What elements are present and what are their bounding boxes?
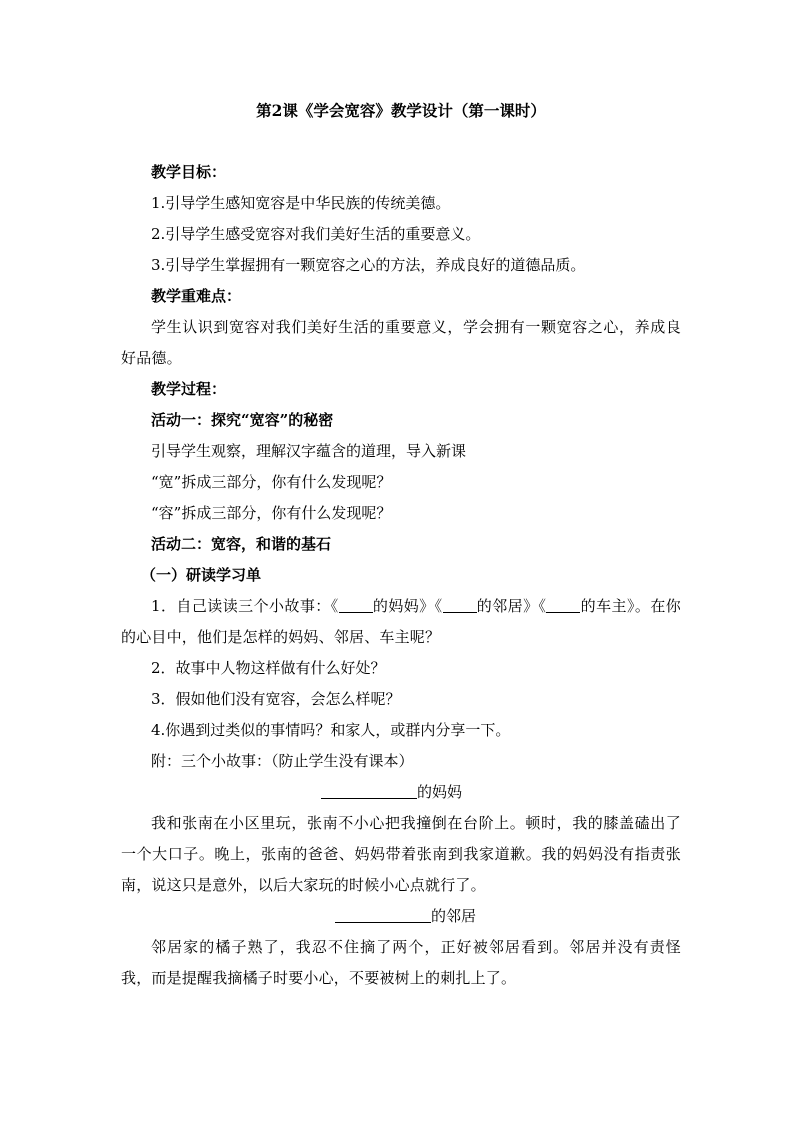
- question-1-prefix: 1．自己读读三个小故事：《: [151, 597, 339, 615]
- story-2-title: [121, 901, 681, 932]
- story-1-title-blank[interactable]: [321, 780, 417, 799]
- activity1-line-1: 引导学生观察，理解汉字蕴含的道理，导入新课: [151, 442, 467, 460]
- objectives-heading: 教学目标：: [151, 163, 227, 181]
- objective-item-2: 2.引导学生感受宽容对我们美好生活的重要意义。: [151, 225, 481, 243]
- appendix-line: 附：三个小故事：（防止学生没有课本）: [151, 752, 414, 770]
- question-3: 3．假如他们没有宽容，会怎么样呢？: [151, 690, 401, 708]
- process-heading: 教学过程：: [151, 380, 227, 398]
- story-2-title-suffix: 的邻居: [431, 907, 477, 925]
- objective-item-1: 1.引导学生感知宽容是中华民族的传统美德。: [151, 194, 451, 212]
- activity1-line-2: “宽”拆成三部分，你有什么发现呢？: [151, 473, 392, 491]
- story-2-text: 邻居家的橘子熟了，我忍不住摘了两个，正好被邻居看到。邻居并没有责怪我，而是提醒我摘橘子时要小心，不要被树上的刺扎上了。: [121, 938, 681, 987]
- question-1-part2: 的邻居》《: [476, 597, 547, 615]
- answer-blank-2[interactable]: [443, 594, 477, 613]
- story-1-title: [121, 777, 681, 808]
- objective-item-3: 3.引导学生掌握拥有一颗宽容之心的方法，养成良好的道德品质。: [151, 256, 586, 274]
- key-points-heading: 教学重难点：: [151, 287, 242, 305]
- activity2-heading: 活动二：宽容，和谐的基石: [151, 535, 332, 553]
- activity1-heading: 活动一：探究“宽容”的秘密: [151, 411, 334, 429]
- question-1: [121, 591, 681, 653]
- story-1-text: 我和张南在小区里玩，张南不小心把我撞倒在台阶上。顿时，我的膝盖磕出了一个大口子。晚上，张南的爸爸、妈妈带着张南到我家道歉。我的妈妈没有指责张南，说这只是意外，以后大家玩的时候小心点就行了。: [121, 814, 681, 894]
- activity1-line-3: “容”拆成三部分，你有什么发现呢？: [151, 504, 392, 522]
- story-2-title-blank[interactable]: [335, 904, 431, 923]
- activity2-sub-heading: （一）研读学习单: [141, 566, 262, 584]
- question-1-part3: 的车主》。在你的心目中，他们是怎样的妈妈、邻居、车主呢？: [121, 597, 681, 646]
- story-1-title-suffix: 的妈妈: [417, 783, 463, 801]
- answer-blank-1[interactable]: [339, 594, 373, 613]
- key-points-text: 学生认识到宽容对我们美好生活的重要意义，学会拥有一颗宽容之心，养成良好品德。: [121, 318, 681, 367]
- question-4: 4.你遇到过类似的事情吗？和家人，或群内分享一下。: [151, 721, 511, 739]
- document-title: 第2课《学会宽容》教学设计（第一课时）: [256, 101, 546, 120]
- question-2: 2．故事中人物这样做有什么好处？: [151, 659, 386, 677]
- question-1-part1: 的妈妈》《: [372, 597, 443, 615]
- answer-blank-3[interactable]: [546, 594, 580, 613]
- document-content: [121, 97, 681, 994]
